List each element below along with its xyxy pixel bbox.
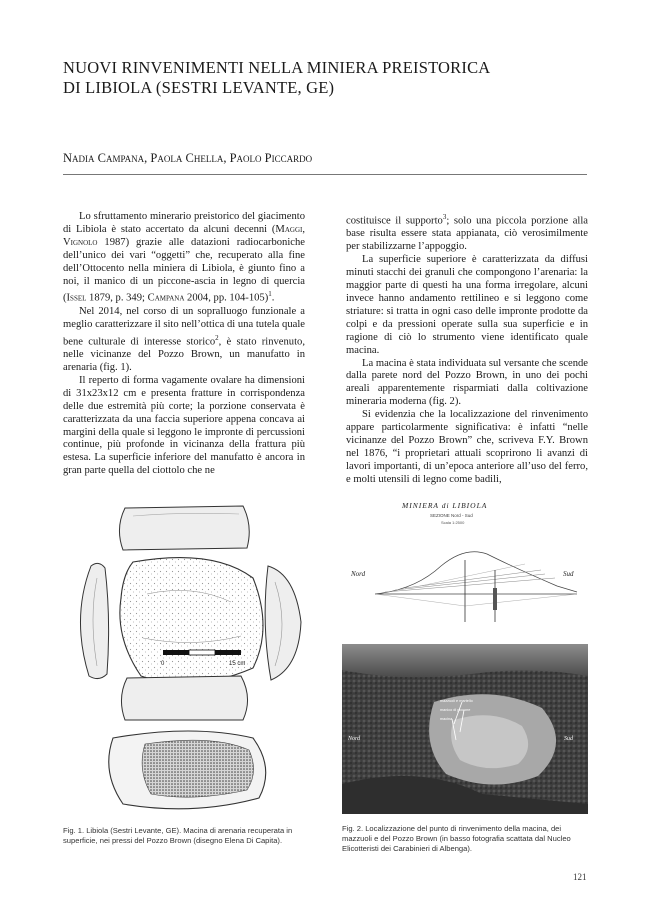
photo-label-mazzuoli: mazzuoli e martello — [440, 699, 473, 703]
scale-label-15cm: 15 cm — [229, 661, 246, 667]
paragraph: Lo sfruttamento minerario preistorico del giacimento di Libiola è stato accertato da alcuni decenni (Maggi, Vignolo 1987) grazie alle datazioni radiocarboniche dell’unico dei vari “oggetti” che, recuperato alla fine dell’Ottocento nella miniera di Libiola, è giunto fino a noi, il manico di un piccone-ascia in legno di quercia (Issel 1879, p. 349; Campana 2004, pp. 104-105)$^1$. — [63, 211, 305, 304]
mine-section-profile — [375, 552, 577, 622]
shaft-marker — [493, 588, 497, 610]
paragraph: La macina è stata individuata sul versante che scende dalla parete nord del Pozzo Brown, in uno dei pochi areali apparentemente risparmiati dalla coltivazione mineraria moderna (fig. 2). — [346, 357, 588, 408]
footnote-ref: 2 — [215, 333, 219, 342]
drawing-title: MINIERA di LIBIOLA — [402, 501, 488, 510]
figure-2-section-drawing — [345, 496, 588, 636]
citation: Campana — [147, 292, 185, 304]
figure-1-caption: Fig. 1. Libiola (Sestri Levante, GE). Macina di arenaria recuperata in superficie, nei pressi del Pozzo Brown (disegno Elena Di Capita). — [63, 826, 293, 845]
paragraph: costituisce il supporto$^3$; solo una piccola porzione alla base risulta essere stata appianata, ciò verosimilmente per stabilizzarne l’appoggio. — [346, 213, 588, 253]
title-divider — [63, 174, 587, 175]
citation: Issel — [66, 292, 87, 304]
label-sud: Sud — [563, 570, 574, 578]
text-column-left — [63, 211, 305, 478]
title-line-2: DI LIBIOLA (SESTRI LEVANTE, GE) — [63, 78, 335, 97]
citation: Maggi, Vignolo — [63, 223, 305, 248]
text-column-right — [346, 211, 588, 487]
photo-label-nord: Nord — [348, 736, 361, 742]
paragraph: Nel 2014, nel corso di un sopralluogo funzionale a meglio caratterizzare il sito nell’ottica di una tutela quale bene culturale di interesse storico$^2$, è stato rinvenuto, nelle vicinanze del Pozzo Brown, un manufatto in arenaria (fig. 1). — [63, 305, 305, 374]
figure-2-aerial-photo — [342, 644, 588, 814]
scale-label-zero: 0 — [161, 661, 165, 667]
footnote-ref: 1 — [268, 290, 272, 299]
footnote-ref: 3 — [442, 213, 447, 221]
article-authors: Nadia Campana, Paola Chella, Paolo Piccardo — [63, 151, 313, 165]
stone-top-profile — [119, 506, 249, 550]
title-line-1: NUOVI RINVENIMENTI NELLA MINIERA PREISTORICA — [63, 58, 491, 77]
drawing-subtitle: SEZIONE Nord - Sud — [430, 513, 473, 518]
stone-right-profile — [265, 566, 301, 680]
figure-2-caption: Fig. 2. Localizzazione del punto di rinvenimento della macina, dei mazzuoli e del Pozzo Brown (in basso fotografia scattata dal Nucleo Elicotteristi dei Carabinieri di Albenga). — [342, 824, 571, 853]
photo-label-manico: manico di piccone — [440, 708, 471, 712]
paragraph: La superficie superiore è caratterizzata da diffusi minuti stacchi dei granuli che compongono l’arenaria: la maggior parte di questi ha una forma irregolare, alcuni invece hanno andamento rettilineo e si leggono come striature: si tratta in ogni caso delle impronte prodotte da colpi e da pressioni operate sulla sua superficie e in ragione di ciò lo strumento viene identificato quale macina. — [346, 254, 588, 356]
photo-label-sud: Sud — [564, 736, 573, 742]
photo-label-macina: macina — [440, 717, 453, 721]
article-title — [63, 58, 623, 98]
figure-1-drawing — [63, 498, 323, 820]
drawing-scale: Scala 1:2500 — [441, 520, 465, 525]
stone-left-profile — [80, 563, 108, 678]
paragraph: Si evidenzia che la localizzazione del rinvenimento appare particolarmente significativa: è infatti “nelle vicinanze del Pozzo Brown” che, scriveva F.Y. Brown nel 1876, “i proprietari attuali scoprirono li avanzi di lavori importanti, di un’epoca anteriore all’uso del ferro, e molti utensili di legno come badili, — [346, 409, 588, 485]
stone-underside-view — [109, 731, 266, 809]
paragraph: Il reperto di forma vagamente ovalare ha dimensioni di 31x23x12 cm e presenta fratture in corrispondenza delle due estremità più corte; la porzione conservata è caratterizzata da una faccia superiore appena concava ai margini della quale si leggono le impronte di percussioni continue, più profonde in vicinanza della frattura più estesa. La superficie inferiore del manufatto è ancora in gran parte quella del ciottolo che ne — [63, 374, 305, 477]
stone-section-profile — [121, 676, 247, 720]
page-number: 121 — [573, 872, 587, 882]
label-nord: Nord — [351, 570, 366, 578]
